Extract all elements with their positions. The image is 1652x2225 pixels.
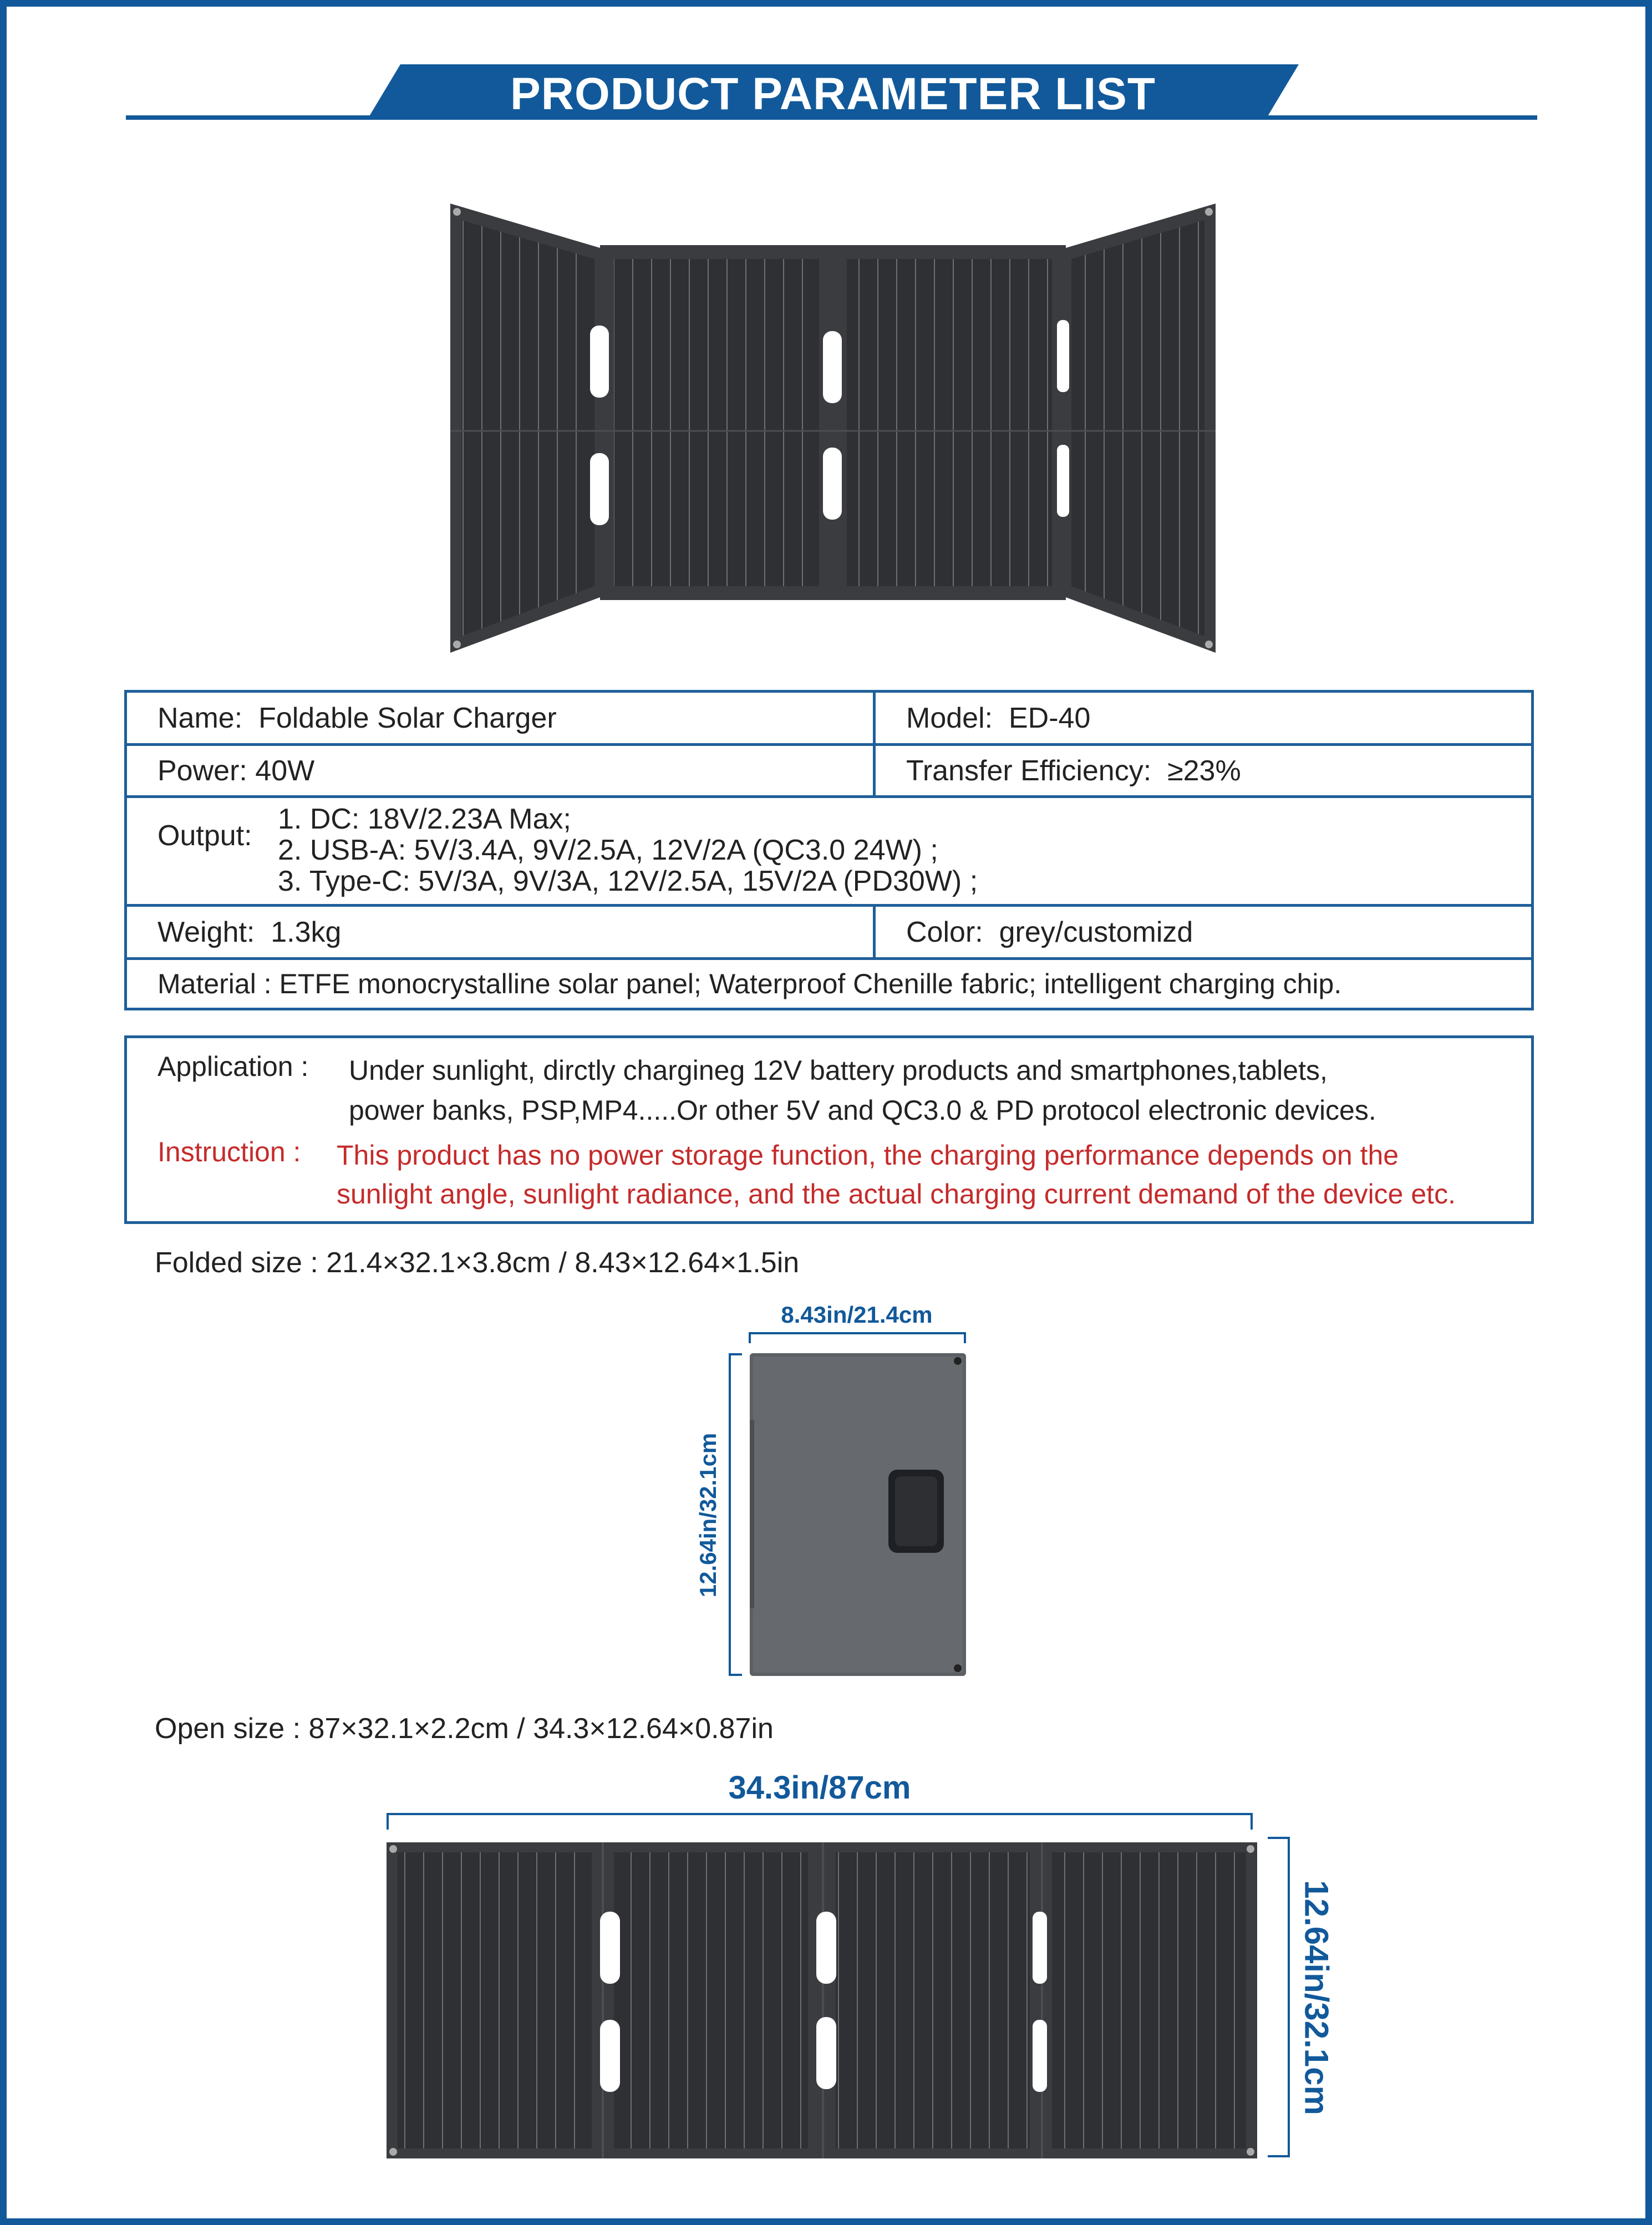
open-width-label: 34.3in/87cm <box>728 1770 911 1806</box>
folded-width-label: 8.43in/21.4cm <box>781 1302 933 1328</box>
efficiency-label: Transfer Efficiency: <box>906 754 1152 787</box>
open-width-bracket <box>387 1812 1253 1831</box>
product-photo-unfolded <box>445 198 1221 658</box>
output-lines <box>278 804 978 897</box>
color-value: grey/customizd <box>999 916 1193 948</box>
efficiency-value: ≥23% <box>1167 754 1241 787</box>
name-value: Foldable Solar Charger <box>258 702 557 734</box>
application-line: power banks, PSP,MP4.....Or other 5V and QC3.0 & PD protocol electronic devices. <box>349 1095 1376 1126</box>
model-label: Model: <box>906 702 993 734</box>
page-title: PRODUCT PARAMETER LIST <box>510 69 1156 119</box>
table-divider <box>873 693 876 798</box>
output-line-typec: 3. Type-C: 5V/3A, 9V/3A, 12V/2.5A, 15V/2A (PD30W) ; <box>278 865 978 897</box>
instruction-label: Instruction : <box>157 1136 301 1167</box>
open-height-label: 12.64in/32.1cm <box>1298 1880 1335 2115</box>
notes-box <box>124 1035 1534 1224</box>
open-size-text: Open size : 87×32.1×2.2cm / 34.3×12.64×0.87in <box>155 1713 774 1745</box>
open-product-image <box>387 1842 1257 2158</box>
output-line-usba: 2. USB-A: 5V/3.4A, 9V/2.5A, 12V/2A (QC3.0 24W) ; <box>278 834 938 866</box>
folded-width-bracket <box>749 1331 966 1344</box>
application-text <box>349 1050 1376 1130</box>
specs-table <box>124 690 1534 1010</box>
model-value: ED-40 <box>1008 702 1091 734</box>
output-line-dc: 1. DC: 18V/2.23A Max; <box>278 803 571 835</box>
power-text: Power: 40W <box>157 754 315 787</box>
material-text: Material : ETFE monocrystalline solar panel; Waterproof Chenille fabric; intelligent charging chip. <box>157 968 1342 999</box>
name-label: Name: <box>157 702 243 734</box>
color-label: Color: <box>906 916 983 948</box>
folded-size-text: Folded size : 21.4×32.1×3.8cm / 8.43×12.64×1.5in <box>155 1247 800 1279</box>
output-label: Output: <box>157 820 252 852</box>
folded-height-bracket <box>728 1353 743 1676</box>
folded-height-label: 12.64in/32.1cm <box>695 1432 721 1598</box>
folded-product-image <box>750 1353 966 1676</box>
weight-label: Weight: <box>157 916 255 948</box>
instruction-text <box>337 1136 1456 1213</box>
weight-value: 1.3kg <box>271 916 342 948</box>
instruction-line: This product has no power storage function, the charging performance depends on the <box>337 1140 1399 1171</box>
open-height-bracket <box>1267 1837 1293 2157</box>
application-line: Under sunlight, dirctly chargineg 12V battery products and smartphones,tablets, <box>349 1055 1328 1086</box>
application-label: Application : <box>157 1051 309 1082</box>
table-divider <box>873 907 876 960</box>
instruction-line: sunlight angle, sunlight radiance, and the actual charging current demand of the device etc. <box>337 1178 1456 1210</box>
